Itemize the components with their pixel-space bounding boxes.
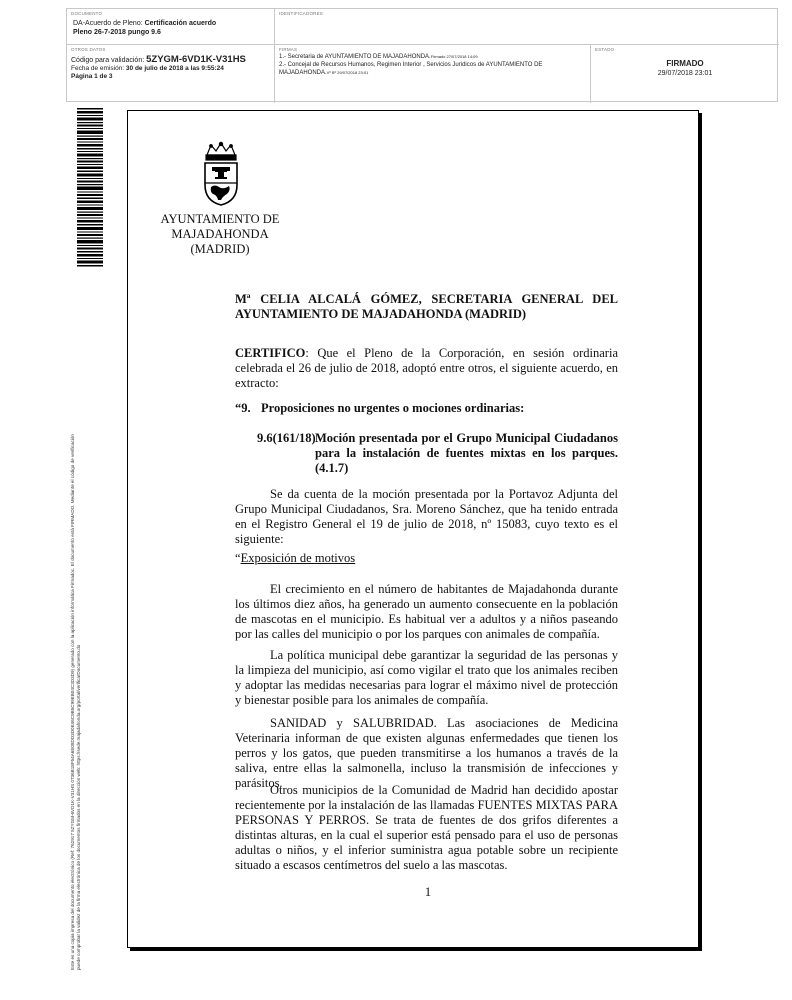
certifico-text: : Que el Pleno de la Corporación, en sesión ordinaria celebrada el 26 de julio de 2018, adoptó entre otros, el siguiente acuerdo, en extracto: bbox=[235, 346, 618, 390]
fecha-label: Fecha de emisión: bbox=[71, 65, 126, 72]
firma-1-date: Firmado 27/07/2018 14:09 bbox=[430, 54, 478, 59]
fecha-emision bbox=[71, 65, 270, 73]
firmas-cell bbox=[275, 45, 591, 103]
documento-cell bbox=[67, 9, 275, 45]
estado-label: ESTADO bbox=[595, 47, 615, 52]
page-number: 1 bbox=[424, 885, 432, 899]
coat-of-arms-icon bbox=[199, 141, 243, 207]
vertical-text-line2[interactable]: puede comprobar la validez de la firma electrónica de los documentos firmados en la dirección web: https://sede.majadahonda.org/portal/verificarDocumento.do bbox=[76, 644, 81, 970]
ayuntamiento-line3: (MADRID) bbox=[190, 242, 250, 256]
ayuntamiento-header bbox=[148, 212, 292, 257]
identificadores-label: IDENTIFICADORES bbox=[279, 11, 324, 16]
document-heading: Mª CELIA ALCALÁ GÓMEZ, SECRETARIA GENERAL DEL AYUNTAMIENTO DE MAJADAHONDA (MADRID) bbox=[235, 292, 618, 321]
punto-9-number: “9. bbox=[235, 401, 251, 415]
punto-9-text: Proposiciones no urgentes o mociones ordinarias: bbox=[261, 401, 525, 415]
body-paragraph-1: El crecimiento en el número de habitantes de Majadahonda durante los últimos diez años, ha generado un aumento consecuente en la población de mascotas en el municipio. Es habitual ver a adultos y a niños paseando por las calles del municipio o por los parques con animales de compañía. bbox=[235, 582, 618, 641]
documento-label: DOCUMENTO bbox=[71, 11, 103, 16]
status-badge: FIRMADO bbox=[666, 59, 704, 68]
certifico-label: CERTIFICO bbox=[235, 346, 306, 360]
firma-1 bbox=[279, 53, 586, 61]
ayuntamiento-line1: AYUNTAMIENTO DE bbox=[160, 212, 280, 226]
documento-line2: Pleno 26-7-2018 pungo 9.6 bbox=[73, 29, 161, 36]
vertical-verification-text bbox=[70, 100, 82, 970]
ayuntamiento-line2: MAJADAHONDA bbox=[171, 227, 269, 241]
exposicion-heading bbox=[235, 551, 618, 566]
fecha-value: 30 de julio de 2018 a las 9:55:24 bbox=[125, 65, 224, 72]
codigo-label: Código para validación: bbox=[71, 57, 147, 64]
otros-datos-label: OTROS DATOS bbox=[71, 47, 106, 52]
firmas-label: FIRMAS bbox=[279, 47, 298, 52]
intro-paragraph: Se da cuenta de la moción presentada por la Portavoz Adjunta del Grupo Municipal Ciudadanos, Sra. Moreno Sánchez, que ha tenido entrada en el Registro General el 19 de julio de 2018, nº 15083, cuyo texto es el siguiente: bbox=[235, 487, 618, 546]
punto-9 bbox=[235, 401, 618, 416]
body-paragraph-4: Otros municipios de la Comunidad de Madrid han decidido apostar recientemente por la instalación de las llamadas FUENTES MIXTAS PARA PERSONAS Y PERROS. Se trata de fuentes de dos grifos diferentes a distintas alturas, en la cual el superior está pensado para el uso de personas adultas o niños, y el inferior suministra agua potable sobre un recipiente situado a escasos centímetros del suelo a las mascotas. bbox=[235, 783, 618, 872]
otros-datos-cell bbox=[67, 45, 275, 103]
firma-1-text: 1.- Secretaria de AYUNTAMIENTO DE MAJADAHONDA. bbox=[279, 54, 431, 60]
documento-line1: DA-Acuerdo de Pleno: bbox=[73, 20, 145, 27]
firma-2-date: Vº Bº 29/07/2018 23:01 bbox=[326, 70, 369, 75]
page-count: Página 1 de 3 bbox=[71, 73, 113, 80]
estado-cell bbox=[591, 45, 779, 103]
document-metadata-header bbox=[66, 8, 778, 102]
codigo-value[interactable]: 5ZYGM-6VD1K-V31HS bbox=[146, 54, 246, 65]
codigo-validacion bbox=[71, 55, 270, 65]
document-title bbox=[73, 19, 270, 37]
body-paragraph-3: SANIDAD y SALUBRIDAD. Las asociaciones de Medicina Veterinaria informan de que existen algunas enfermedades que tienen los perros y los gatos, que pueden transmitirse a los humanos a través de la saliva, entre ellas la salmonella, incluso la transmisión de infecciones y parásitos. bbox=[235, 716, 618, 790]
status-date: 29/07/2018 23:01 bbox=[657, 70, 713, 77]
certifico-paragraph bbox=[235, 346, 618, 391]
exposicion-title: Exposición de motivos bbox=[240, 551, 356, 565]
firma-2-text: 2.- Concejal de Recursos Humanos, Regimen Interior , Servicios Juridicos de AYUNTAMIENTO DE MAJADAHONDA. bbox=[279, 62, 543, 76]
documento-bold: Certificación acuerdo bbox=[144, 20, 217, 27]
identificadores-cell bbox=[275, 9, 779, 45]
body-paragraph-2: La política municipal debe garantizar la seguridad de las personas y la limpieza del municipio, así como vigilar el trato que los animales reciben y adoptar las medidas necesarias para lograr el máximo nivel de protección y bienestar posible para los animales de compañía. bbox=[235, 648, 618, 707]
punto-9-6-text: Moción presentada por el Grupo Municipal Ciudadanos para la instalación de fuentes mixtas en los parques. (4.1.7) bbox=[315, 431, 618, 475]
exposicion-quote: “ bbox=[235, 551, 241, 565]
punto-9-6 bbox=[235, 431, 618, 476]
punto-9-6-number: 9.6(161/18) bbox=[257, 431, 316, 445]
firma-2 bbox=[279, 62, 586, 77]
vertical-text-line1: Este es una copia impresa del documento electrónico (Ref: 762917 5ZYGM-6VD1K-V31HS 0736B18F54A6E08DD3D0E46C9B5C99EB04C3D3D9) generado con la aplicación informática Firmadoc. El documento está FIRMADO. Mediante el código de verificación bbox=[70, 434, 75, 970]
